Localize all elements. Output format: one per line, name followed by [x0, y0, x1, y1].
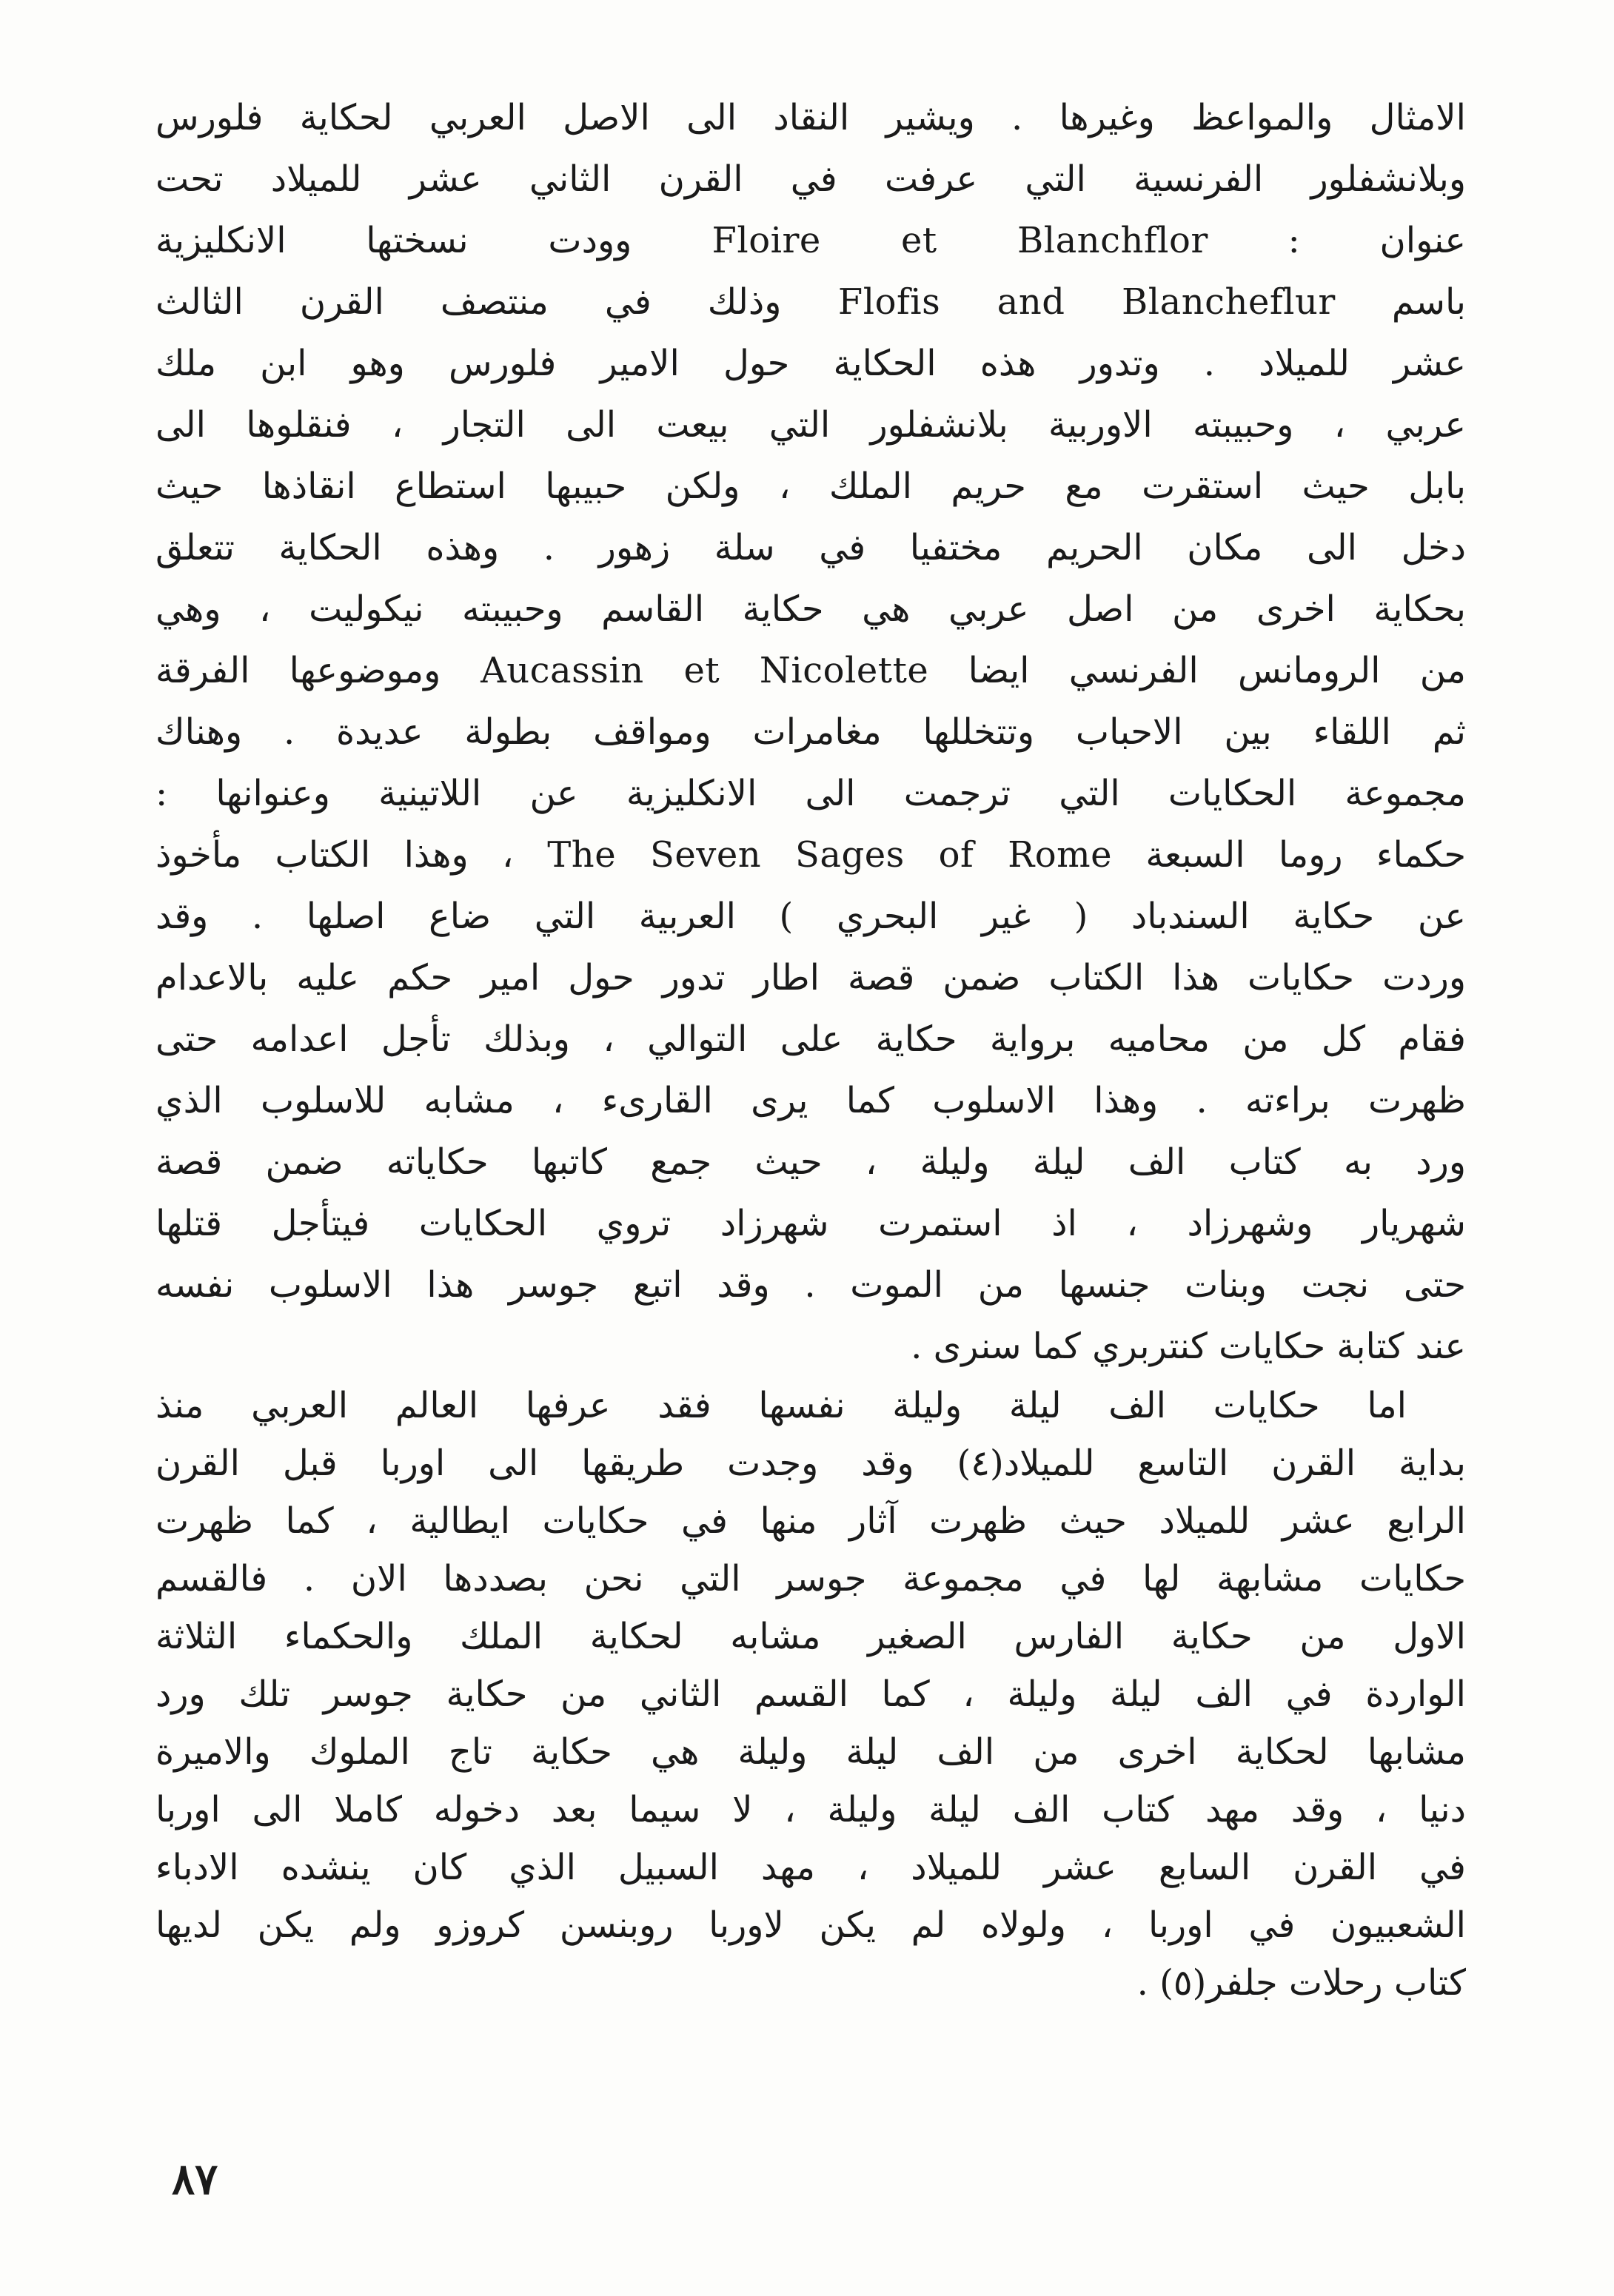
- text-line: اما حكايات الف ليلة وليلة نفسها فقد عرفها العالم العربي منذ: [155, 1385, 1407, 1426]
- text-line: بحكاية اخرى من اصل عربي هي حكاية القاسم وحبيبته نيكوليت ، وهي: [155, 588, 1466, 630]
- text-line: باسم Flofis and Blancheflur وذلك في منتصف القرن الثالث: [155, 281, 1466, 323]
- text-line: الرابع عشر للميلاد حيث ظهرت آثار منها في حكايات ايطالية ، كما ظهرت: [155, 1500, 1466, 1542]
- text-line: كتاب رحلات جلفر(٥) .: [1136, 1962, 1466, 2004]
- text-line: ظهرت براءته . وهذا الاسلوب كما يرى القارىء ، مشابه للاسلوب الذي: [155, 1080, 1466, 1121]
- text-line: شهريار وشهرزاد ، اذ استمرت شهرزاد تروي الحكايات فيتأجل قتلها: [155, 1203, 1466, 1244]
- text-line: مجموعة الحكايات التي ترجمت الى الانكليزية عن اللاتينية وعنوانها :: [155, 773, 1466, 814]
- text-line: دخل الى مكان الحريم مختفيا في سلة زهور . وهذه الحكاية تتعلق: [155, 527, 1466, 568]
- text-line: ورد به كتاب الف ليلة وليلة ، حيث جمع كاتبها حكاياته ضمن قصة: [155, 1141, 1466, 1183]
- text-line: الشعبيون في اوربا ، ولولاه لم يكن لاوربا روبنسن كروزو ولم يكن لديها: [155, 1904, 1466, 1946]
- text-line: حكماء روما السبعة The Seven Sages of Rome ، وهذا الكتاب مأخوذ: [155, 834, 1466, 876]
- text-line: عنوان : Floire et Blanchflor وودت نسختها الانكليزية: [155, 220, 1466, 261]
- paragraph-2: [155, 1377, 1466, 2012]
- paragraph-1: [155, 87, 1466, 1377]
- page-number: ٨٧: [172, 2154, 218, 2204]
- text-line: الواردة في الف ليلة وليلة ، كما القسم الثاني من حكاية جوسر تلك ورد: [155, 1674, 1466, 1715]
- text-line: في القرن السابع عشر للميلاد ، مهد السبيل الذي كان ينشده الادباء: [155, 1847, 1466, 1888]
- text-line: بابل حيث استقرت مع حريم الملك ، ولكن حبيبها استطاع انقاذها حيث: [155, 466, 1466, 507]
- text-line: عربي ، وحبيبته الاوربية بلانشفلور التي بيعت الى التجار ، فنقلوها الى: [155, 404, 1466, 446]
- text-line: مشابها لحكاية اخرى من الف ليلة وليلة هي حكاية تاج الملوك والاميرة: [155, 1731, 1466, 1773]
- text-line: فقام كل من محاميه برواية حكاية على التوالي ، وبذلك تأجل اعدامه حتى: [155, 1018, 1466, 1060]
- text-line: عند كتابة حكايات كنتربري كما سنرى .: [911, 1326, 1466, 1367]
- text-line: دنيا ، وقد مهد كتاب الف ليلة وليلة ، لا سيما بعد دخوله كاملا الى اوربا: [155, 1789, 1466, 1830]
- text-line: حتى نجت وبنات جنسها من الموت . وقد اتبع جوسر هذا الاسلوب نفسه: [155, 1264, 1466, 1306]
- text-line: الامثال والمواعظ وغيرها . ويشير النقاد الى الاصل العربي لحكاية فلورس: [155, 97, 1466, 138]
- text-line: بداية القرن التاسع للميلاد(٤) وقد وجدت طريقها الى اوربا قبل القرن: [155, 1443, 1466, 1484]
- text-line: حكايات مشابهة لها في مجموعة جوسر التي نحن بصددها الان . فالقسم: [155, 1558, 1466, 1600]
- text-line: الاول من حكاية الفارس الصغير مشابه لحكاية الملك والحكماء الثلاثة: [155, 1616, 1466, 1657]
- text-line: ثم اللقاء بين الاحباب وتتخللها مغامرات ومواقف بطولة عديدة . وهناك: [155, 711, 1466, 753]
- text-line: عن حكاية السندباد ( غير البحري ) العربية التي ضاع اصلها . وقد: [155, 896, 1466, 937]
- text-line: عشر للميلاد . وتدور هذه الحكاية حول الامير فلورس وهو ابن ملك: [155, 343, 1466, 384]
- text-line: وردت حكايات هذا الكتاب ضمن قصة اطار تدور حول امير حكم عليه بالاعدام: [155, 957, 1466, 998]
- text-line: وبلانشفلور الفرنسية التي عرفت في القرن الثاني عشر للميلاد تحت: [155, 158, 1466, 200]
- text-line: من الرومانس الفرنسي ايضا Aucassin et Nicolette وموضوعها الفرقة: [155, 650, 1466, 691]
